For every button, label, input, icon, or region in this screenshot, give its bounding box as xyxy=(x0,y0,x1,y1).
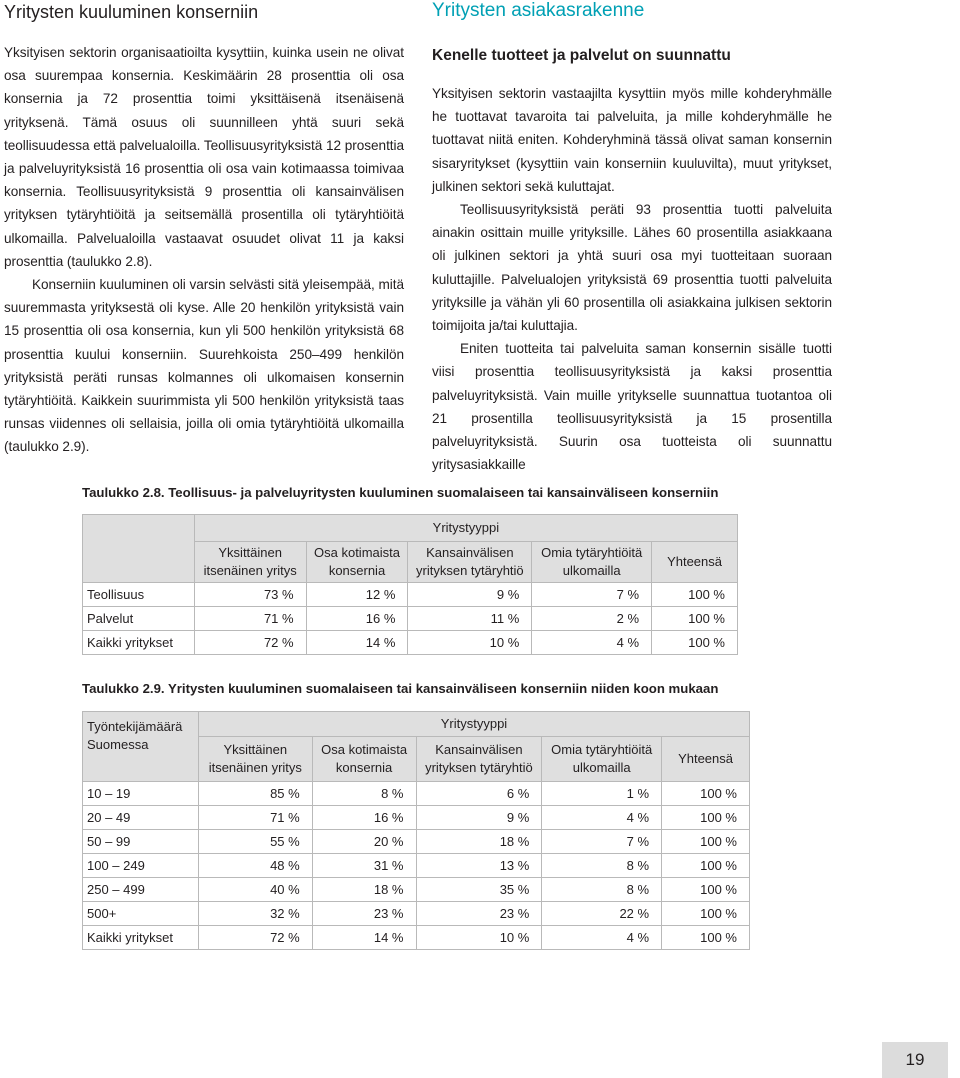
row-label: 100 – 249 xyxy=(83,854,199,878)
table-cell: 2 % xyxy=(532,607,652,631)
table-corner-cell: Työntekijämäärä Suomessa xyxy=(83,712,199,782)
row-label: 10 – 19 xyxy=(83,782,199,806)
table-cell: 48 % xyxy=(198,854,312,878)
table-cell: 100 % xyxy=(652,607,738,631)
body-paragraph: Teollisuusyrityksistä peräti 93 prosenttia tuotti palveluita ainakin osittain muille yrityksille. Lähes 60 prosentilla asiakkaana oli julkinen sektori ja yhtä suuri osa myi tuotteitaan suoraan kuluttajille. Palvelualojen yrityksistä 69 prosenttia tuotti palveluita yrityksille ja vähän yli 60 prosentilla oli asiakkaina julkisen sektorin toimijoita ja/tai kuluttajia. xyxy=(432,202,832,334)
column-header: Yhteensä xyxy=(662,737,750,782)
row-label: 20 – 49 xyxy=(83,806,199,830)
column-header: Osa kotimaista konsernia xyxy=(306,542,408,583)
table-cell: 16 % xyxy=(312,806,416,830)
row-label: Kaikki yritykset xyxy=(83,926,199,950)
column-header: Osa kotimaista konsernia xyxy=(312,737,416,782)
table-cell: 31 % xyxy=(312,854,416,878)
table-cell: 32 % xyxy=(198,902,312,926)
table-cell: 9 % xyxy=(416,806,542,830)
table-cell: 18 % xyxy=(312,878,416,902)
body-paragraph: Konserniin kuuluminen oli varsin selvästi sitä yleisempää, mitä suuremmasta yrityksestä oli kyse. Alle 20 henkilön yrityksistä vain 15 prosenttia oli osa konsernia, kun yli 500 henkilön yrityksistä 68 prosenttia kuului konserniin. Suurehkoista 250–499 henkilön yrityksistä peräti runsas kolmannes oli ulkomaisen konsernin tytäryhtiöitä. Kaikkein suurimmista yli 500 henkilön yrityksistä taas runsas viidennes oli sellaisia, joilla oli omia tytäryhtiöitä ulkomailla (taulukko 2.9). xyxy=(4,277,404,455)
page-number: 19 xyxy=(882,1042,948,1078)
table-cell: 35 % xyxy=(416,878,542,902)
table-cell: 72 % xyxy=(198,926,312,950)
table-row xyxy=(83,782,750,806)
table-cell: 72 % xyxy=(194,631,306,655)
table-cell: 23 % xyxy=(312,902,416,926)
table-cell: 14 % xyxy=(306,631,408,655)
table-cell: 12 % xyxy=(306,583,408,607)
table-cell: 22 % xyxy=(542,902,662,926)
body-paragraph: Yksityisen sektorin vastaajilta kysyttiin myös mille kohderyhmälle he tuottavat tavaroita tai palveluita, ja mille kohderyhmälle he tuottavat niitä eniten. Kohderyhminä tässä olivat saman konsernin sisaryritykset (kysyttiin vain konserniin kuuluvilta), muut yritykset, julkinen sektori sekä kuluttajat. xyxy=(432,86,832,194)
column-header: Yksittäinen itsenäinen yritys xyxy=(194,542,306,583)
table-row xyxy=(83,926,750,950)
table-cell: 100 % xyxy=(662,902,750,926)
table-cell: 100 % xyxy=(652,583,738,607)
row-label: Palvelut xyxy=(83,607,195,631)
table-cell: 100 % xyxy=(662,854,750,878)
table-row xyxy=(83,878,750,902)
right-column xyxy=(432,0,832,476)
table-cell: 10 % xyxy=(408,631,532,655)
row-label: 50 – 99 xyxy=(83,830,199,854)
column-header: Kansainvälisen yrityksen tytäryhtiö xyxy=(416,737,542,782)
table-cell: 100 % xyxy=(662,830,750,854)
column-header: Omia tytäryhtiöitä ulkomailla xyxy=(542,737,662,782)
table-cell: 7 % xyxy=(532,583,652,607)
table-cell: 7 % xyxy=(542,830,662,854)
body-paragraph: Yksityisen sektorin organisaatioilta kysyttiin, kuinka usein ne olivat osa suurempaa konsernia. Keskimäärin 28 prosenttia oli osa konsernia ja 72 prosenttia toimi yksittäisenä itsenäisenä yrityksenä. Tämä osuus oli suunnilleen yhtä suuri sekä teollisuudessa että palvelualoilla. Teollisuusyrityksistä 12 prosenttia ja palveluyrityksistä 16 prosenttia oli osa vain kotimaassa toimivaa konsernia. Teollisuusyrityksistä 9 prosenttia oli kansainvälisen yrityksen tytäryhtiöitä ja seitsemällä prosentilla oli tytäryhtiöitä ulkomailla. Palvelualoilla vastaavat osuudet olivat 11 ja kaksi prosenttia (taulukko 2.8). xyxy=(4,45,404,269)
column-header: Yhteensä xyxy=(652,542,738,583)
table-row xyxy=(83,583,738,607)
table-cell: 100 % xyxy=(662,806,750,830)
table-cell: 20 % xyxy=(312,830,416,854)
row-label: Teollisuus xyxy=(83,583,195,607)
table-cell: 100 % xyxy=(662,926,750,950)
table-cell: 11 % xyxy=(408,607,532,631)
table-cell: 16 % xyxy=(306,607,408,631)
left-column xyxy=(4,0,404,459)
table-2-9 xyxy=(82,711,750,950)
table-row xyxy=(83,631,738,655)
table-cell: 10 % xyxy=(416,926,542,950)
table-row xyxy=(83,806,750,830)
column-header: Kansainvälisen yrityksen tytäryhtiö xyxy=(408,542,532,583)
table-2-8 xyxy=(82,514,738,655)
table-cell: 9 % xyxy=(408,583,532,607)
table-cell: 4 % xyxy=(542,926,662,950)
table-row xyxy=(83,830,750,854)
table-group-header: Yritystyyppi xyxy=(194,515,737,542)
row-label: Kaikki yritykset xyxy=(83,631,195,655)
body-paragraph: Eniten tuotteita tai palveluita saman konsernin sisälle tuotti viisi prosenttia teollisuusyrityksistä ja kaksi prosenttia palveluyrityksistä. Vain muille yritykselle suunnattua tuotantoa oli 21 prosentilla teollisuusyrityksistä ja 15 prosentilla palveluyrityksistä. Suurin osa tuotteista oli suunnattu yritysasiakkaille xyxy=(432,341,832,473)
table-cell: 4 % xyxy=(542,806,662,830)
table-cell: 73 % xyxy=(194,583,306,607)
column-header: Yksittäinen itsenäinen yritys xyxy=(198,737,312,782)
table-cell: 13 % xyxy=(416,854,542,878)
table-row xyxy=(83,902,750,926)
table-cell: 14 % xyxy=(312,926,416,950)
table-corner-cell xyxy=(83,515,195,583)
table-cell: 23 % xyxy=(416,902,542,926)
table-caption: Taulukko 2.9. Yritysten kuuluminen suomalaiseen tai kansainväliseen konserniin niiden koon mukaan xyxy=(82,681,719,696)
table-cell: 8 % xyxy=(542,854,662,878)
table-cell: 40 % xyxy=(198,878,312,902)
table-cell: 100 % xyxy=(662,782,750,806)
table-header-row xyxy=(83,515,738,542)
table-group-header: Yritystyyppi xyxy=(198,712,749,737)
table-cell: 100 % xyxy=(662,878,750,902)
table-cell: 18 % xyxy=(416,830,542,854)
table-cell: 8 % xyxy=(542,878,662,902)
table-cell: 55 % xyxy=(198,830,312,854)
row-label: 500+ xyxy=(83,902,199,926)
section-subheading: Kenelle tuotteet ja palvelut on suunnattu xyxy=(432,47,731,64)
table-cell: 8 % xyxy=(312,782,416,806)
table-caption: Taulukko 2.8. Teollisuus- ja palveluyritysten kuuluminen suomalaiseen tai kansainväliseen konserniin xyxy=(82,485,719,500)
table-cell: 71 % xyxy=(194,607,306,631)
table-cell: 85 % xyxy=(198,782,312,806)
table-cell: 6 % xyxy=(416,782,542,806)
table-header-row xyxy=(83,712,750,737)
table-cell: 1 % xyxy=(542,782,662,806)
row-label: 250 – 499 xyxy=(83,878,199,902)
table-cell: 71 % xyxy=(198,806,312,830)
section-heading: Yritysten kuuluminen konserniin xyxy=(4,2,259,22)
table-cell: 100 % xyxy=(652,631,738,655)
table-row xyxy=(83,854,750,878)
section-heading: Yritysten asiakasrakenne xyxy=(432,0,645,21)
column-header: Omia tytäryhtiöitä ulkomailla xyxy=(532,542,652,583)
table-row xyxy=(83,607,738,631)
table-cell: 4 % xyxy=(532,631,652,655)
